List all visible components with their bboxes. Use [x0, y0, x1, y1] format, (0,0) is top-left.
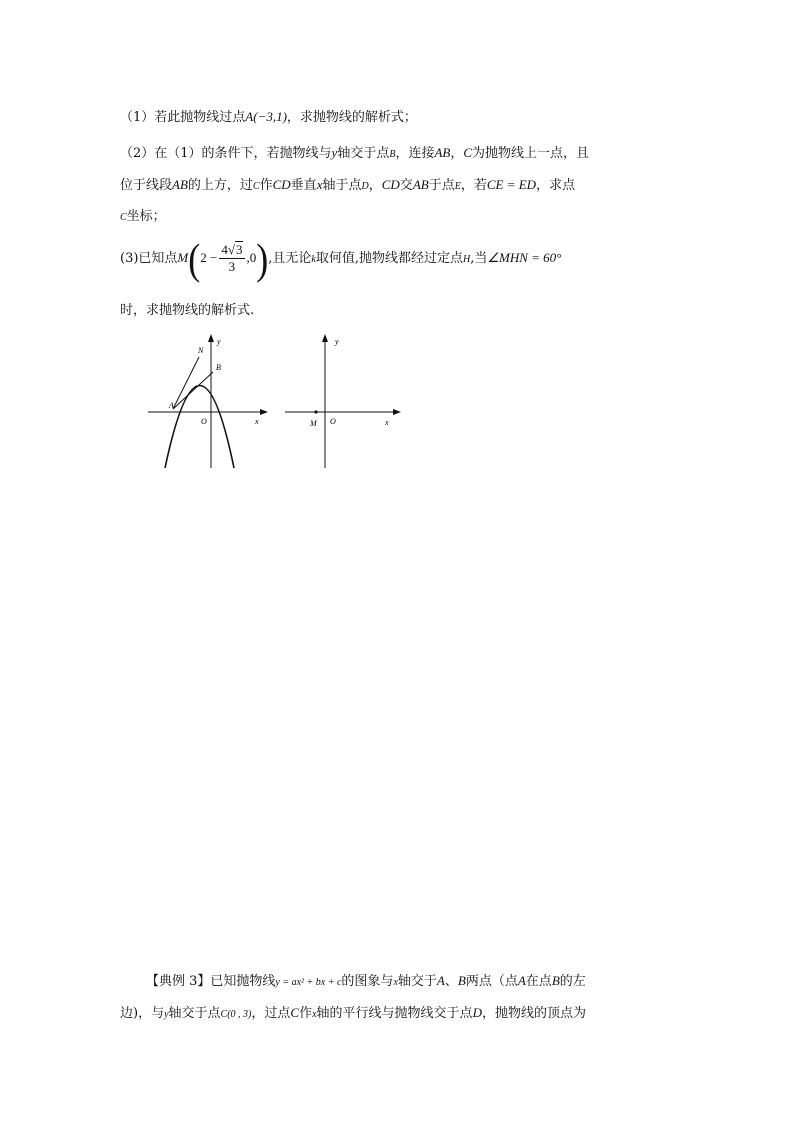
ex3-text: 轴交于点 — [168, 1006, 221, 1021]
x-axis-arrow — [260, 409, 268, 415]
ex3-var-C: C — [290, 1005, 300, 1020]
q3-zero: ,0 — [246, 250, 257, 265]
ex3-text: 已知抛物线 — [210, 974, 276, 989]
label-x: x — [385, 418, 389, 427]
figure-axes-2 — [283, 328, 408, 470]
q2-var-E: E — [454, 181, 461, 192]
q2-var-CD: CD — [272, 177, 291, 192]
q2-var-AB: AB — [434, 145, 451, 160]
label-A: A — [169, 401, 174, 410]
q2-text: 坐标； — [126, 209, 166, 224]
ex3-var-y: y — [164, 1009, 169, 1020]
example-3-tag: 【典例 3】 — [146, 974, 211, 989]
y-axis-arrow — [322, 334, 328, 342]
ex3-equation: y = ax² + bx + c — [275, 977, 342, 988]
q3-var-k: k — [311, 254, 316, 265]
right-paren: ) — [256, 234, 269, 283]
q2-text: 位于线段 — [120, 178, 173, 193]
q3-var-H: H — [462, 254, 471, 265]
question-2-line-2 — [120, 170, 680, 202]
ex3-text: 的图象与 — [341, 974, 394, 989]
q2-text: ，若 — [460, 178, 487, 193]
segment-AB — [173, 372, 213, 409]
figure-parabola-1 — [140, 328, 275, 470]
q2-text: 轴交于点 — [337, 146, 390, 161]
ex3-var-x: x — [393, 977, 398, 988]
ex3-text: 在点 — [525, 974, 552, 989]
q2-text: 交 — [399, 178, 413, 193]
ex3-text: ，过点 — [251, 1006, 291, 1021]
ex3-var-B: B — [457, 973, 466, 988]
q2-var-D: D — [361, 181, 369, 192]
q2-text: ，连接 — [395, 146, 435, 161]
q2-text: 轴于点 — [322, 178, 362, 193]
ex3-point-C: C(0 , 3) — [220, 1009, 252, 1020]
frac-den: 3 — [228, 259, 236, 274]
q1-suffix: ，求抛物线的解析式； — [286, 110, 417, 125]
example-3-line-1 — [120, 966, 680, 998]
label-x: x — [255, 417, 259, 426]
question-3-line-1 — [120, 234, 680, 283]
q3-angle: ∠MHN = 60° — [487, 250, 562, 265]
left-paren: ( — [188, 234, 201, 283]
point-M — [314, 410, 317, 413]
q2-text: ，求点 — [536, 178, 576, 193]
q2-var-C: C — [252, 181, 260, 192]
label-y: y — [217, 337, 221, 346]
label-M: M — [310, 419, 317, 428]
q3-two-minus: 2 − — [200, 250, 218, 265]
label-N: N — [198, 346, 204, 355]
x-axis-arrow — [393, 409, 401, 415]
q1-point: A(−3,1) — [245, 109, 287, 124]
label-O: O — [201, 417, 207, 426]
ex3-text: 两点（点 — [465, 974, 518, 989]
segment-AN — [173, 357, 199, 409]
q2-var-x: x — [316, 177, 323, 192]
ex3-text: 、 — [444, 974, 458, 989]
q3-text: ,当 — [470, 251, 488, 266]
q3-var-M: M — [177, 250, 189, 265]
ex3-text: 轴的平行线与抛物线交于点 — [316, 1006, 473, 1021]
q2-text: 于点 — [428, 178, 455, 193]
q2-text: 作 — [259, 178, 273, 193]
parabola-curve — [165, 386, 234, 469]
ex3-var-D: D — [472, 1005, 482, 1020]
frac-radicand: 3 — [236, 242, 243, 257]
ex3-text: 边)，与 — [120, 1006, 165, 1021]
q2-var-CD: CD — [381, 177, 400, 192]
ex3-var-x: x — [312, 1009, 317, 1020]
q3-text: 取何值,抛物线都经过定点 — [315, 251, 463, 266]
q2-equation: CE = ED — [486, 177, 537, 192]
q2-var-AB: AB — [412, 177, 429, 192]
ex3-var-A: A — [436, 973, 445, 988]
q3-text: ,且无论 — [268, 251, 312, 266]
ex3-var-A: A — [517, 973, 526, 988]
q2-text: 为抛物线上一点，且 — [472, 146, 590, 161]
question-3-line-2 — [120, 296, 680, 326]
question-1 — [120, 102, 680, 133]
label-O: O — [330, 417, 336, 426]
ex3-var-B: B — [551, 973, 560, 988]
q2-var-C: C — [120, 212, 127, 223]
q2-text: （2）在（1）的条件下，若抛物线与 — [120, 146, 332, 161]
ex3-text: ，抛物线的顶点为 — [481, 1006, 586, 1021]
frac-coef: 4 — [221, 242, 228, 257]
q2-var-AB: AB — [172, 177, 188, 192]
q2-var-y: y — [331, 145, 338, 160]
q2-text: 的上方，过 — [187, 178, 253, 193]
q2-var-B: B — [389, 149, 396, 160]
ex3-text: 的左 — [559, 974, 586, 989]
q3-fraction: $\frac{4√3}{3}$ — [221, 242, 243, 274]
q3-text: 时，求抛物线的解析式. — [120, 303, 255, 318]
label-B: B — [216, 363, 221, 372]
y-axis-arrow — [208, 334, 214, 342]
q2-var-C: C — [463, 145, 473, 160]
ex3-text: 轴交于 — [397, 974, 437, 989]
question-2-line-1 — [120, 138, 680, 170]
q3-text: (3)已知点 — [120, 251, 178, 266]
q2-text: 垂直 — [290, 178, 317, 193]
ex3-text: 作 — [299, 1006, 313, 1021]
q2-text: ， — [368, 178, 382, 193]
q1-prefix: （1）若此抛物线过点 — [120, 110, 246, 125]
label-y: y — [335, 337, 339, 346]
example-3-line-2 — [120, 998, 680, 1030]
question-2-line-3 — [120, 202, 680, 233]
q2-text: ， — [450, 146, 464, 161]
